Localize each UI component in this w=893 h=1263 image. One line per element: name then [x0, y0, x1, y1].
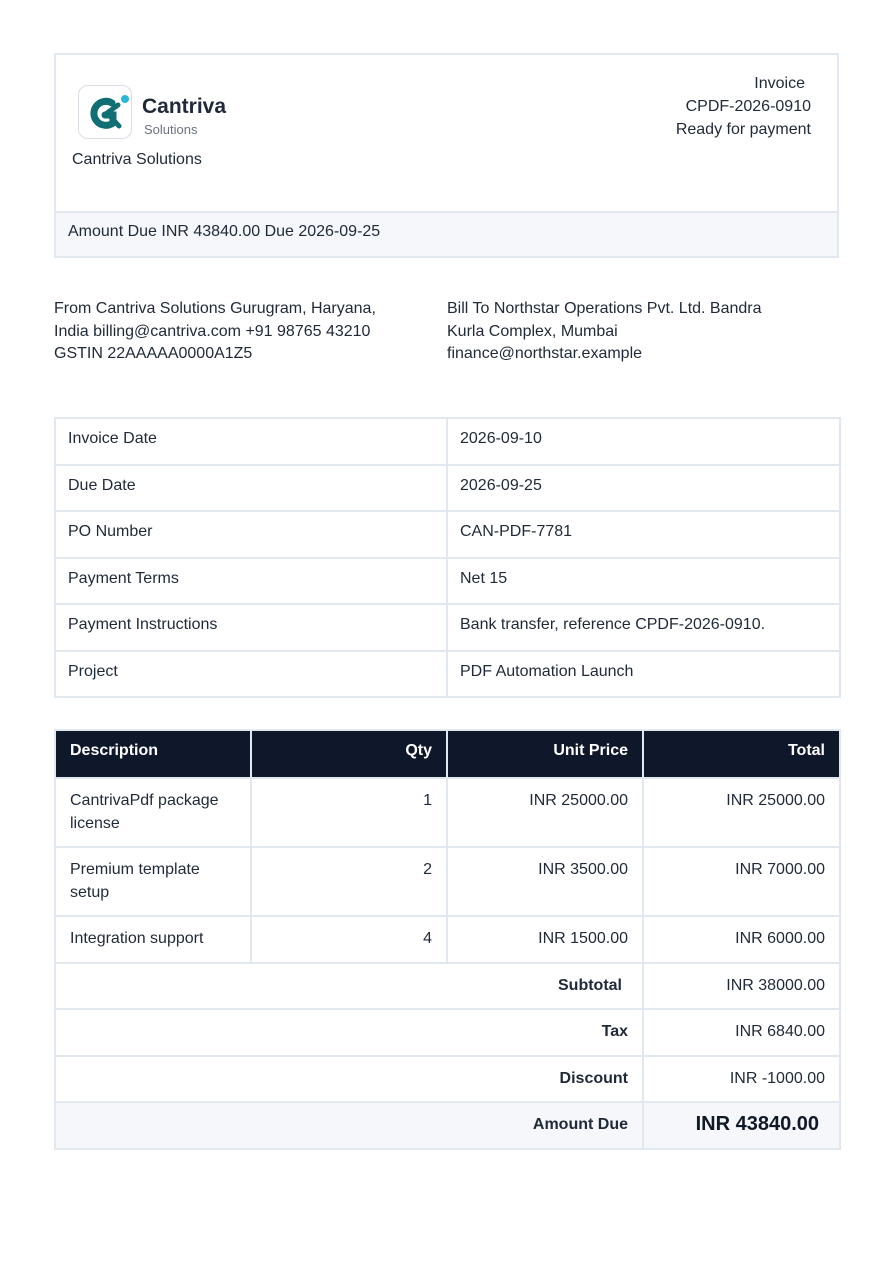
detail-label: Payment Instructions — [55, 604, 447, 651]
tax-value: INR 6840.00 — [643, 1009, 840, 1056]
table-row — [55, 558, 840, 605]
detail-value: PDF Automation Launch — [447, 651, 840, 698]
column-header-unit-price: Unit Price — [447, 730, 643, 778]
item-total: INR 6000.00 — [643, 916, 840, 963]
column-header-total: Total — [643, 730, 840, 778]
detail-value: 2026-09-25 — [447, 465, 840, 512]
table-row — [55, 916, 840, 963]
invoice-details-table — [54, 417, 841, 698]
detail-value: Net 15 — [447, 558, 840, 605]
detail-label: Invoice Date — [55, 418, 447, 465]
item-description: CantrivaPdf package license — [55, 778, 251, 847]
logo-subtitle: Solutions — [144, 122, 198, 137]
table-row — [55, 465, 840, 512]
item-qty: 1 — [251, 778, 447, 847]
subtotal-row — [55, 963, 840, 1010]
bill-to-address: Bill To Northstar Operations Pvt. Ltd. Bandra Kurla Complex, Mumbai finance@northstar.example — [447, 300, 762, 362]
item-unit-price: INR 25000.00 — [447, 778, 643, 847]
detail-value: CAN-PDF-7781 — [447, 511, 840, 558]
table-row — [55, 511, 840, 558]
item-qty: 2 — [251, 847, 447, 916]
table-row — [55, 847, 840, 916]
item-total: INR 25000.00 — [643, 778, 840, 847]
detail-label: Payment Terms — [55, 558, 447, 605]
line-items-table — [54, 729, 841, 1150]
item-description: Integration support — [55, 916, 251, 963]
invoice-meta — [676, 72, 811, 141]
subtotal-label: Subtotal — [55, 963, 643, 1010]
tax-row — [55, 1009, 840, 1056]
logo-name: Cantriva — [142, 95, 227, 118]
column-header-qty: Qty — [251, 730, 447, 778]
column-header-description: Description — [55, 730, 251, 778]
amount-due-label: Amount Due — [55, 1102, 643, 1149]
table-row — [55, 604, 840, 651]
doc-type: Invoice — [754, 75, 805, 92]
company-name: Cantriva Solutions — [72, 151, 202, 168]
item-unit-price: INR 1500.00 — [447, 916, 643, 963]
amount-due-value — [643, 1102, 840, 1149]
invoice-status: Ready for payment — [675, 121, 811, 138]
discount-row — [55, 1056, 840, 1103]
subtotal-value: INR 38000.00 — [643, 963, 840, 1010]
item-qty: 4 — [251, 916, 447, 963]
table-row — [55, 651, 840, 698]
item-total: INR 7000.00 — [643, 847, 840, 916]
invoice-number: CPDF-2026-0910 — [685, 98, 811, 115]
amount-due-banner: Amount Due INR 43840.00 Due 2026-09-25 — [56, 211, 837, 256]
detail-label: Project — [55, 651, 447, 698]
amount-due-row — [55, 1102, 840, 1149]
invoice-header — [54, 53, 839, 258]
tax-label: Tax — [55, 1009, 643, 1056]
detail-value: Bank transfer, reference CPDF-2026-0910. — [447, 604, 840, 651]
item-unit-price: INR 3500.00 — [447, 847, 643, 916]
discount-value: INR -1000.00 — [643, 1056, 840, 1103]
table-row — [55, 418, 840, 465]
table-header-row — [55, 730, 840, 778]
from-address: From Cantriva Solutions Gurugram, Haryana, India billing@cantriva.com +91 98765 43210 GSTIN 22AAAAA0000A1Z5 — [54, 300, 376, 362]
company-logo-icon — [78, 85, 132, 139]
detail-label: Due Date — [55, 465, 447, 512]
detail-label: PO Number — [55, 511, 447, 558]
discount-label: Discount — [55, 1056, 643, 1103]
amount-due-total: INR 43840.00 — [695, 1113, 819, 1135]
item-description: Premium template setup — [55, 847, 251, 916]
table-row — [55, 778, 840, 847]
detail-value: 2026-09-10 — [447, 418, 840, 465]
